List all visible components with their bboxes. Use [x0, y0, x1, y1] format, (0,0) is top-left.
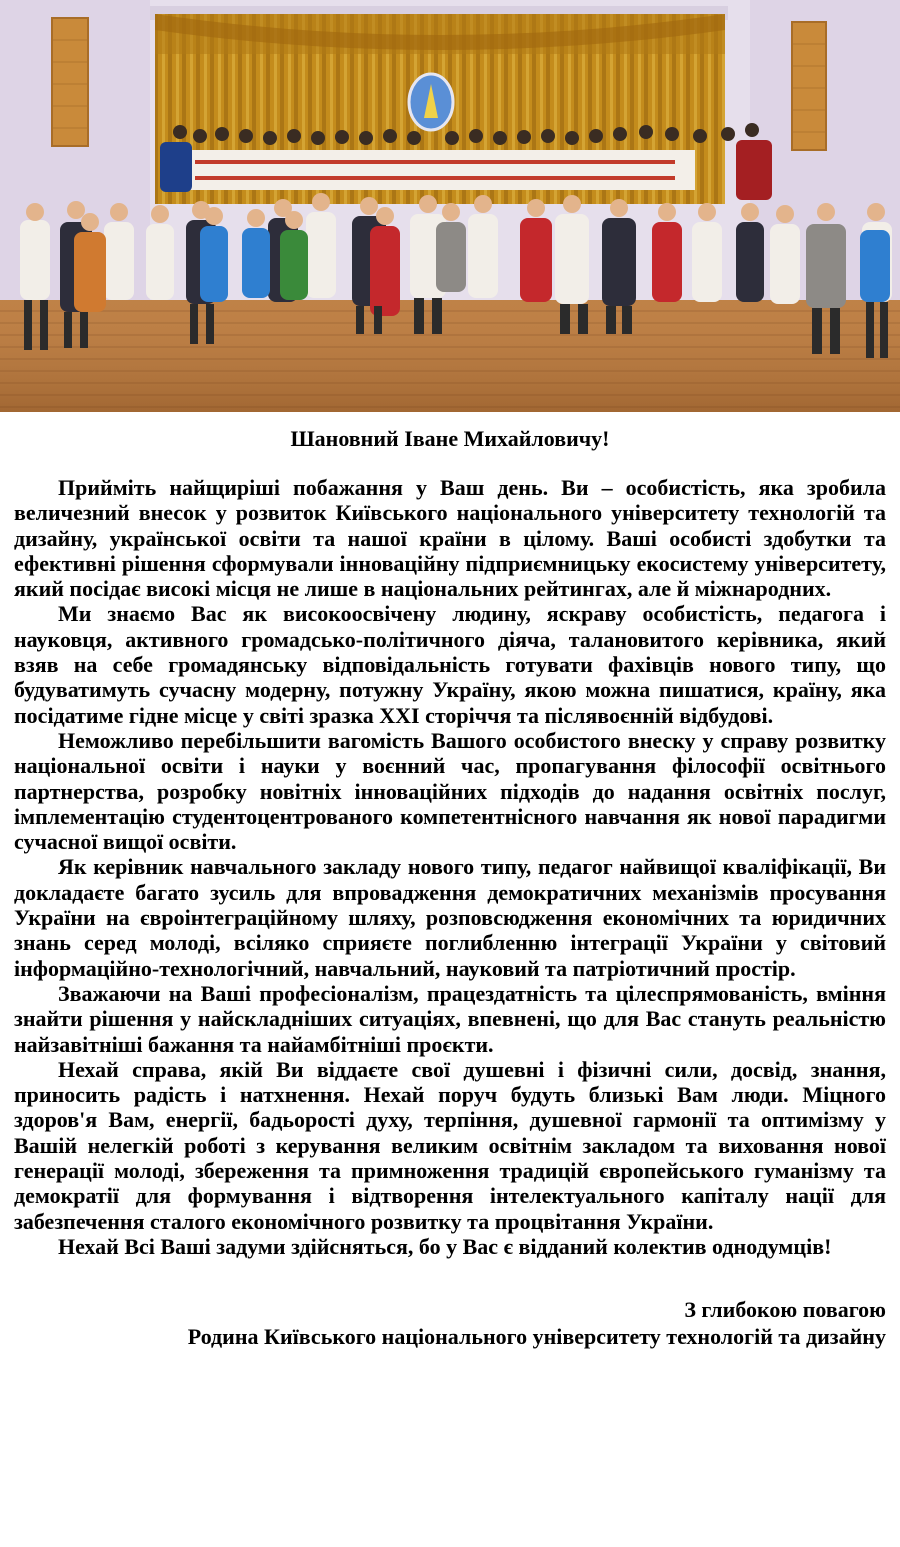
closing-line: З глибокою повагою	[684, 1297, 886, 1323]
letter-paragraph-7: Нехай Всі Ваші задуми здійсняться, бо у Вас є відданий колектив однодумців!	[58, 1233, 832, 1259]
letter-greeting: Шановний Іване Михайловичу!	[290, 426, 610, 451]
window-right	[792, 22, 826, 150]
embroidered-towel	[185, 150, 695, 190]
letter-closing	[14, 1296, 886, 1350]
letter-paragraph-2: Ми знаємо Вас як високоосвічену людину, яскраву особистість, педагога і науковця, активного громадсько-політичного діяча, талановитого керівника, який взяв на себе громадянську відповідальність готувати фахівців нового типу, що будуватимуть сучасну модерну, потужну Україну, якою можна пишатися, країну, яка посідатиме гідне місце у світі зразка XXI сторіччя та післявоєнній відбудові.	[14, 601, 886, 728]
letter-paragraph-5: Зважаючи на Ваші професіоналізм, працездатність та цілеспрямованість, вміння знайти рішення у найскладніших ситуаціях, впевнені, що для Вас стануть реальністю найзавітніші бажання та найамбітніші проєкти.	[14, 980, 886, 1057]
letter	[0, 425, 900, 1350]
letter-paragraph-6: Нехай справа, якій Ви віддаєте свої душевні і фізичні сили, досвід, знання, приносить радість і натхнення. Нехай поруч будуть близькі Вам люди. Міцного здоров'я Вам, енергії, бадьорості духу, терпіння, душевної гармонії та оптимізму у Вашій нелегкій роботі з керування великим освітнім закладом та виховання нової генерації молоді, збереження та примноження традицій європейського гуманізму та демократії для формування і відтворення інтелектуального капіталу нації для забезпечення сталого економічного розвитку та процвітання України.	[14, 1056, 886, 1234]
letter-paragraph-3: Неможливо перебільшити вагомість Вашого особистого внеску у справу розвитку національної освіти і науки у воєнний час, пропагування філософії освітнього партнерства, розробку новітніх інноваційних підходів до надання освітніх послуг, імплементацію студентоцентрованого компетентнісного навчання як нової парадигми сучасної вищої освіти.	[14, 727, 886, 855]
letter-paragraph-1: Прийміть найщиріші побажання у Ваш день. Ви – особистість, яка зробила величезний внесок у розвиток Київського національного університету технологій та дизайну, української освіти та нашої країни в цілому. Ваші особисті здобутки та ефективні рішення сформували інноваційну підприємницьку екосистему університету, який посідає високі місця не лише в національних рейтингах, але й міжнародних.	[14, 475, 886, 602]
signature: Родина Київського національного університету технологій та дизайну	[187, 1324, 886, 1350]
letter-paragraph-4: Як керівник навчального закладу нового типу, педагог найвищої кваліфікації, Ви докладаєте багато зусиль для впровадження демократичних механізмів просування України на євроінтеграційному шляху, розповсюдження економічних та юридичних знань серед молоді, всіляко сприяєте поглибленню інтеграції України у світовий інформаційно-технологічний, навчальний, науковий та патріотичний простір.	[14, 854, 886, 981]
group-photo-illustration	[0, 0, 900, 412]
window-left	[52, 18, 88, 146]
group-photo	[0, 0, 900, 412]
